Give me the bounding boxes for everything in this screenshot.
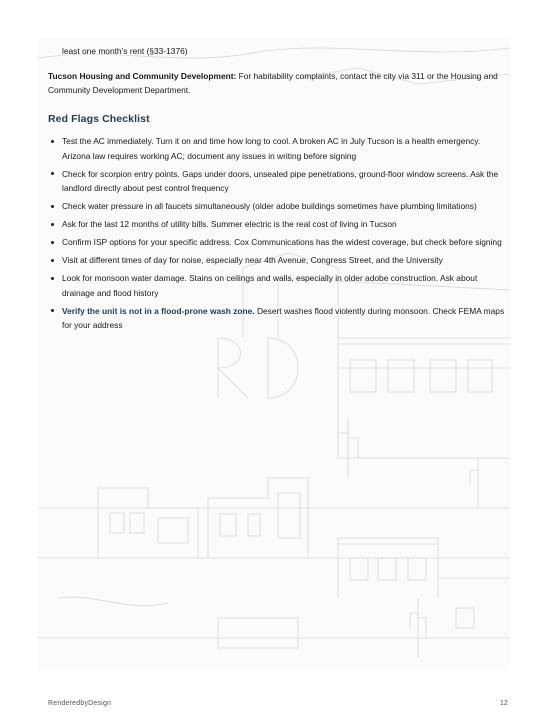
contact-text: For habitability complaints, contact the city via 311 or the Housing and Community Development Department.: [48, 70, 498, 95]
bullet-icon: [51, 140, 54, 143]
red-flags-checklist: [48, 134, 510, 333]
page-number: 12: [500, 700, 508, 707]
contact-label: Tucson Housing and Community Development:: [48, 70, 237, 81]
checklist-item: Ask for the last 12 months of utility bills. Summer electric is the real cost of living in Tucson: [48, 217, 510, 232]
bullet-icon: [51, 259, 54, 262]
footer-brand: RenderedbyDesign: [48, 700, 112, 707]
checklist-item: Test the AC immediately. Turn it on and time how long to cool. A broken AC in July Tucson is a health emergency. Arizona law requires working AC; document any issues in writing before signing: [48, 134, 510, 163]
checklist-item: Visit at different times of day for noise, especially near 4th Avenue, Congress Street, and the University: [48, 253, 510, 268]
bullet-icon: [51, 223, 54, 226]
checklist-item: Check for scorpion entry points. Gaps under doors, unsealed pipe penetrations, ground-floor window screens. Ask the landlord directly about pest control frequency: [48, 167, 510, 196]
bullet-icon: [51, 205, 54, 208]
checklist-item: Look for monsoon water damage. Stains on ceilings and walls, especially in older adobe construction. Ask about drainage and flood history: [48, 271, 510, 300]
bullet-icon: [51, 172, 54, 175]
bullet-icon: [51, 277, 54, 280]
checklist-item: Verify the unit is not in a flood-prone wash zone. Desert washes flood violently during monsoon. Check FEMA maps for your address: [48, 304, 510, 333]
checklist-item: Confirm ISP options for your specific address. Cox Communications has the widest coverage, but check before signing: [48, 235, 510, 250]
page-content: [48, 44, 510, 336]
checklist-item: Check water pressure in all faucets simultaneously (older adobe buildings sometimes have plumbing limitations): [48, 199, 510, 214]
bullet-icon: [51, 309, 54, 312]
bullet-icon: [51, 241, 54, 244]
section-title: Red Flags Checklist: [48, 112, 150, 125]
contact-paragraph: [48, 69, 510, 98]
continued-text: least one month’s rent (§33-1376): [62, 46, 188, 56]
